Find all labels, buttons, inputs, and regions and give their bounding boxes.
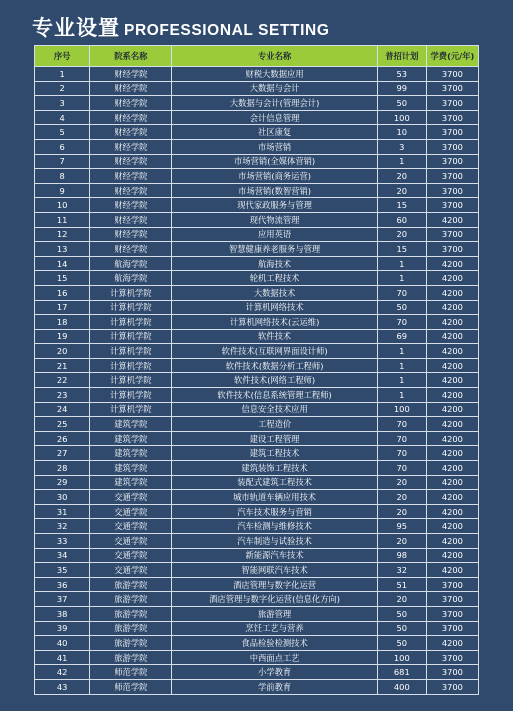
table-row xyxy=(35,285,479,300)
plan-count: 53 xyxy=(377,67,426,82)
row-index: 18 xyxy=(35,315,90,330)
plan-count: 20 xyxy=(377,475,426,490)
major-name: 航海技术 xyxy=(172,256,377,271)
college-name: 财经学院 xyxy=(90,81,172,96)
row-index: 5 xyxy=(35,125,90,140)
plan-count: 50 xyxy=(377,300,426,315)
plan-count: 20 xyxy=(377,592,426,607)
table-row xyxy=(35,242,479,257)
row-index: 11 xyxy=(35,212,90,227)
college-name: 旅游学院 xyxy=(90,636,172,651)
table-row xyxy=(35,169,479,184)
major-name: 现代物流管理 xyxy=(172,212,377,227)
tuition: 3700 xyxy=(426,154,478,169)
plan-count: 1 xyxy=(377,373,426,388)
row-index: 8 xyxy=(35,169,90,184)
table-row xyxy=(35,154,479,169)
row-index: 36 xyxy=(35,577,90,592)
tuition: 4200 xyxy=(426,461,478,476)
table-row xyxy=(35,563,479,578)
college-name: 旅游学院 xyxy=(90,577,172,592)
tuition: 3700 xyxy=(426,577,478,592)
college-name: 旅游学院 xyxy=(90,621,172,636)
major-name: 社区康复 xyxy=(172,125,377,140)
tuition: 3700 xyxy=(426,606,478,621)
tuition: 4200 xyxy=(426,431,478,446)
row-index: 14 xyxy=(35,256,90,271)
table-row xyxy=(35,329,479,344)
tuition: 4200 xyxy=(426,548,478,563)
table-row xyxy=(35,417,479,432)
major-name: 会计信息管理 xyxy=(172,110,377,125)
plan-count: 20 xyxy=(377,490,426,505)
row-index: 43 xyxy=(35,679,90,694)
major-name: 大数据技术 xyxy=(172,285,377,300)
tuition: 3700 xyxy=(426,169,478,184)
college-name: 交通学院 xyxy=(90,563,172,578)
college-name: 计算机学院 xyxy=(90,329,172,344)
college-name: 计算机学院 xyxy=(90,402,172,417)
college-name: 航海学院 xyxy=(90,271,172,286)
header-index: 序号 xyxy=(35,46,90,67)
tuition: 3700 xyxy=(426,125,478,140)
tuition: 3700 xyxy=(426,242,478,257)
table-row xyxy=(35,636,479,651)
plan-count: 70 xyxy=(377,285,426,300)
plan-count: 50 xyxy=(377,606,426,621)
row-index: 16 xyxy=(35,285,90,300)
plan-count: 20 xyxy=(377,183,426,198)
row-index: 19 xyxy=(35,329,90,344)
table-row xyxy=(35,519,479,534)
row-index: 35 xyxy=(35,563,90,578)
row-index: 31 xyxy=(35,504,90,519)
tuition: 4200 xyxy=(426,490,478,505)
college-name: 财经学院 xyxy=(90,125,172,140)
tuition: 3700 xyxy=(426,139,478,154)
row-index: 23 xyxy=(35,388,90,403)
plan-count: 20 xyxy=(377,227,426,242)
row-index: 6 xyxy=(35,139,90,154)
table-row xyxy=(35,534,479,549)
tuition: 3700 xyxy=(426,621,478,636)
plan-count: 32 xyxy=(377,563,426,578)
major-table xyxy=(34,45,479,695)
college-name: 交通学院 xyxy=(90,504,172,519)
college-name: 航海学院 xyxy=(90,256,172,271)
tuition: 4200 xyxy=(426,285,478,300)
plan-count: 69 xyxy=(377,329,426,344)
major-table-body xyxy=(35,67,479,695)
major-name: 信息安全技术应用 xyxy=(172,402,377,417)
college-name: 计算机学院 xyxy=(90,358,172,373)
plan-count: 100 xyxy=(377,402,426,417)
row-index: 42 xyxy=(35,665,90,680)
tuition: 4200 xyxy=(426,519,478,534)
table-row xyxy=(35,256,479,271)
major-name: 计算机网络技术(云运维) xyxy=(172,315,377,330)
row-index: 34 xyxy=(35,548,90,563)
row-index: 40 xyxy=(35,636,90,651)
row-index: 9 xyxy=(35,183,90,198)
table-row xyxy=(35,621,479,636)
table-row xyxy=(35,679,479,694)
college-name: 旅游学院 xyxy=(90,592,172,607)
plan-count: 1 xyxy=(377,271,426,286)
table-row xyxy=(35,183,479,198)
row-index: 15 xyxy=(35,271,90,286)
plan-count: 100 xyxy=(377,110,426,125)
college-name: 计算机学院 xyxy=(90,285,172,300)
tuition: 4200 xyxy=(426,417,478,432)
college-name: 建筑学院 xyxy=(90,475,172,490)
plan-count: 98 xyxy=(377,548,426,563)
major-name: 市场营销(全媒体营销) xyxy=(172,154,377,169)
college-name: 交通学院 xyxy=(90,548,172,563)
table-row xyxy=(35,271,479,286)
row-index: 29 xyxy=(35,475,90,490)
plan-count: 60 xyxy=(377,212,426,227)
tuition: 4200 xyxy=(426,534,478,549)
plan-count: 50 xyxy=(377,621,426,636)
table-row xyxy=(35,402,479,417)
major-name: 酒店管理与数字化运营 xyxy=(172,577,377,592)
row-index: 38 xyxy=(35,606,90,621)
major-name: 小学教育 xyxy=(172,665,377,680)
major-name: 烹饪工艺与营养 xyxy=(172,621,377,636)
table-row xyxy=(35,446,479,461)
table-row xyxy=(35,212,479,227)
college-name: 交通学院 xyxy=(90,490,172,505)
table-row xyxy=(35,315,479,330)
major-name: 新能源汽车技术 xyxy=(172,548,377,563)
major-name: 智能网联汽车技术 xyxy=(172,563,377,578)
tuition: 4200 xyxy=(426,475,478,490)
header-college: 院系名称 xyxy=(90,46,172,67)
plan-count: 3 xyxy=(377,139,426,154)
college-name: 计算机学院 xyxy=(90,344,172,359)
page-title-en: PROFESSIONAL SETTING xyxy=(124,22,330,39)
tuition: 4200 xyxy=(426,329,478,344)
row-index: 12 xyxy=(35,227,90,242)
header-tuition: 学费(元/年) xyxy=(426,46,478,67)
major-name: 软件技术(信息系统管理工程师) xyxy=(172,388,377,403)
row-index: 20 xyxy=(35,344,90,359)
plan-count: 20 xyxy=(377,534,426,549)
plan-count: 15 xyxy=(377,198,426,213)
college-name: 财经学院 xyxy=(90,139,172,154)
table-row xyxy=(35,461,479,476)
major-name: 计算机网络技术 xyxy=(172,300,377,315)
major-name: 软件技术(数据分析工程师) xyxy=(172,358,377,373)
major-name: 工程造价 xyxy=(172,417,377,432)
table-row xyxy=(35,110,479,125)
major-name: 食品检验检测技术 xyxy=(172,636,377,651)
row-index: 30 xyxy=(35,490,90,505)
tuition: 3700 xyxy=(426,198,478,213)
table-row xyxy=(35,650,479,665)
table-row xyxy=(35,300,479,315)
major-name: 建筑工程技术 xyxy=(172,446,377,461)
college-name: 财经学院 xyxy=(90,96,172,111)
row-index: 25 xyxy=(35,417,90,432)
row-index: 1 xyxy=(35,67,90,82)
college-name: 建筑学院 xyxy=(90,431,172,446)
plan-count: 15 xyxy=(377,242,426,257)
row-index: 32 xyxy=(35,519,90,534)
table-row xyxy=(35,125,479,140)
college-name: 建筑学院 xyxy=(90,446,172,461)
table-row xyxy=(35,358,479,373)
tuition: 3700 xyxy=(426,67,478,82)
college-name: 旅游学院 xyxy=(90,650,172,665)
tuition: 4200 xyxy=(426,358,478,373)
college-name: 计算机学院 xyxy=(90,388,172,403)
college-name: 财经学院 xyxy=(90,212,172,227)
major-name: 轮机工程技术 xyxy=(172,271,377,286)
major-name: 汽车检测与维修技术 xyxy=(172,519,377,534)
plan-count: 10 xyxy=(377,125,426,140)
tuition: 4200 xyxy=(426,256,478,271)
plan-count: 1 xyxy=(377,388,426,403)
tuition: 4200 xyxy=(426,636,478,651)
major-name: 汽车制造与试验技术 xyxy=(172,534,377,549)
major-table-header xyxy=(35,46,479,67)
table-row xyxy=(35,606,479,621)
table-row xyxy=(35,67,479,82)
row-index: 37 xyxy=(35,592,90,607)
college-name: 交通学院 xyxy=(90,534,172,549)
major-name: 旅游管理 xyxy=(172,606,377,621)
table-row xyxy=(35,475,479,490)
plan-count: 681 xyxy=(377,665,426,680)
plan-count: 70 xyxy=(377,461,426,476)
college-name: 建筑学院 xyxy=(90,461,172,476)
table-row xyxy=(35,96,479,111)
college-name: 师范学院 xyxy=(90,679,172,694)
plan-count: 1 xyxy=(377,358,426,373)
plan-count: 70 xyxy=(377,431,426,446)
table-row xyxy=(35,81,479,96)
major-name: 中西面点工艺 xyxy=(172,650,377,665)
table-row xyxy=(35,577,479,592)
tuition: 4200 xyxy=(426,212,478,227)
plan-count: 1 xyxy=(377,344,426,359)
tuition: 4200 xyxy=(426,402,478,417)
tuition: 3700 xyxy=(426,650,478,665)
table-row xyxy=(35,665,479,680)
header-plan: 普招计划 xyxy=(377,46,426,67)
plan-count: 50 xyxy=(377,96,426,111)
plan-count: 51 xyxy=(377,577,426,592)
tuition: 3700 xyxy=(426,665,478,680)
table-row xyxy=(35,198,479,213)
row-index: 4 xyxy=(35,110,90,125)
tuition: 4200 xyxy=(426,315,478,330)
tuition: 3700 xyxy=(426,96,478,111)
major-name: 财税大数据应用 xyxy=(172,67,377,82)
table-row xyxy=(35,227,479,242)
row-index: 26 xyxy=(35,431,90,446)
college-name: 财经学院 xyxy=(90,169,172,184)
college-name: 建筑学院 xyxy=(90,417,172,432)
row-index: 33 xyxy=(35,534,90,549)
college-name: 财经学院 xyxy=(90,154,172,169)
header-row xyxy=(35,46,479,67)
table-row xyxy=(35,548,479,563)
tuition: 3700 xyxy=(426,227,478,242)
tuition: 3700 xyxy=(426,679,478,694)
college-name: 计算机学院 xyxy=(90,315,172,330)
table-row xyxy=(35,388,479,403)
major-name: 市场营销(商务运营) xyxy=(172,169,377,184)
row-index: 27 xyxy=(35,446,90,461)
major-name: 软件技术 xyxy=(172,329,377,344)
row-index: 22 xyxy=(35,373,90,388)
plan-count: 100 xyxy=(377,650,426,665)
tuition: 4200 xyxy=(426,271,478,286)
major-name: 软件技术(网络工程师) xyxy=(172,373,377,388)
plan-count: 50 xyxy=(377,636,426,651)
table-row xyxy=(35,431,479,446)
plan-count: 1 xyxy=(377,154,426,169)
tuition: 4200 xyxy=(426,344,478,359)
college-name: 计算机学院 xyxy=(90,373,172,388)
tuition: 3700 xyxy=(426,592,478,607)
tuition: 4200 xyxy=(426,446,478,461)
college-name: 交通学院 xyxy=(90,519,172,534)
row-index: 17 xyxy=(35,300,90,315)
tuition: 3700 xyxy=(426,81,478,96)
row-index: 10 xyxy=(35,198,90,213)
tuition: 3700 xyxy=(426,110,478,125)
row-index: 13 xyxy=(35,242,90,257)
table-row xyxy=(35,490,479,505)
major-name: 市场营销(数智营销) xyxy=(172,183,377,198)
major-name: 汽车技术服务与营销 xyxy=(172,504,377,519)
college-name: 财经学院 xyxy=(90,183,172,198)
major-name: 装配式建筑工程技术 xyxy=(172,475,377,490)
plan-count: 70 xyxy=(377,446,426,461)
major-name: 市场营销 xyxy=(172,139,377,154)
major-name: 智慧健康养老服务与管理 xyxy=(172,242,377,257)
plan-count: 99 xyxy=(377,81,426,96)
table-row xyxy=(35,504,479,519)
plan-count: 400 xyxy=(377,679,426,694)
major-name: 应用英语 xyxy=(172,227,377,242)
table-row xyxy=(35,373,479,388)
plan-count: 20 xyxy=(377,169,426,184)
college-name: 计算机学院 xyxy=(90,300,172,315)
plan-count: 1 xyxy=(377,256,426,271)
major-name: 酒店管理与数字化运营(信息化方向) xyxy=(172,592,377,607)
college-name: 财经学院 xyxy=(90,67,172,82)
table-row xyxy=(35,592,479,607)
major-name: 软件技术(互联网界面设计师) xyxy=(172,344,377,359)
row-index: 39 xyxy=(35,621,90,636)
page-title-zh: 专业设置 xyxy=(32,16,120,40)
college-name: 财经学院 xyxy=(90,198,172,213)
plan-count: 20 xyxy=(377,504,426,519)
major-name: 大数据与会计(管理会计) xyxy=(172,96,377,111)
tuition: 4200 xyxy=(426,504,478,519)
row-index: 21 xyxy=(35,358,90,373)
major-name: 学前教育 xyxy=(172,679,377,694)
major-name: 现代家政服务与管理 xyxy=(172,198,377,213)
major-name: 城市轨道车辆应用技术 xyxy=(172,490,377,505)
row-index: 41 xyxy=(35,650,90,665)
college-name: 财经学院 xyxy=(90,227,172,242)
tuition: 4200 xyxy=(426,373,478,388)
major-name: 建筑装饰工程技术 xyxy=(172,461,377,476)
major-name: 建设工程管理 xyxy=(172,431,377,446)
college-name: 师范学院 xyxy=(90,665,172,680)
tuition: 4200 xyxy=(426,388,478,403)
row-index: 7 xyxy=(35,154,90,169)
table-row xyxy=(35,139,479,154)
major-name: 大数据与会计 xyxy=(172,81,377,96)
tuition: 4200 xyxy=(426,300,478,315)
plan-count: 70 xyxy=(377,417,426,432)
table-row xyxy=(35,344,479,359)
college-name: 旅游学院 xyxy=(90,606,172,621)
row-index: 28 xyxy=(35,461,90,476)
tuition: 3700 xyxy=(426,183,478,198)
tuition: 4200 xyxy=(426,563,478,578)
college-name: 财经学院 xyxy=(90,110,172,125)
row-index: 2 xyxy=(35,81,90,96)
row-index: 24 xyxy=(35,402,90,417)
header-major: 专业名称 xyxy=(172,46,377,67)
plan-count: 95 xyxy=(377,519,426,534)
college-name: 财经学院 xyxy=(90,242,172,257)
plan-count: 70 xyxy=(377,315,426,330)
row-index: 3 xyxy=(35,96,90,111)
page-title xyxy=(32,12,330,40)
